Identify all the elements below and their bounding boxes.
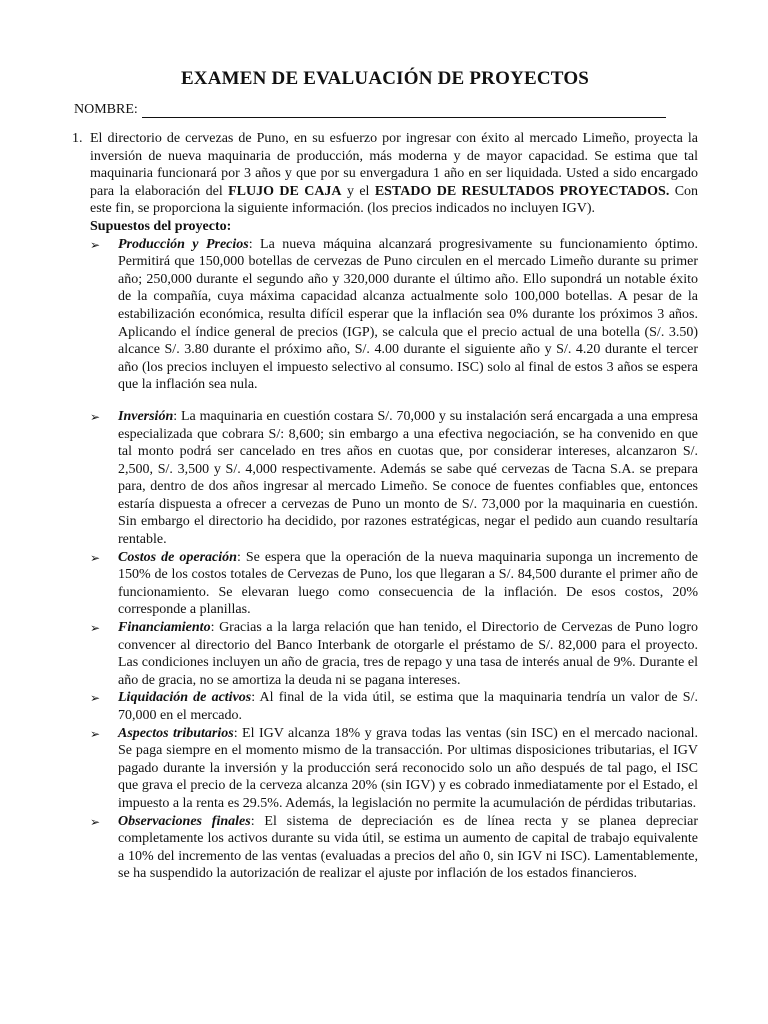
item-title: Producción y Precios xyxy=(118,236,249,252)
list-item xyxy=(90,689,698,724)
question-1 xyxy=(72,130,698,883)
intro-text-c: Con este fin, se proporciona la siguiente información. (los precios indicados no incluyen IGV). xyxy=(90,183,699,217)
item-title: Inversión xyxy=(118,408,174,424)
name-label: NOMBRE: xyxy=(74,102,138,117)
item-title: Aspectos tributarios xyxy=(118,725,234,741)
item-text: : La nueva máquina alcanzará progresivamente su funcionamiento óptimo. Permitirá que 150,000 botellas de cervezas de Puno circulen en el mercado Limeño durante su primer año; 250,000 durante el segundo año y 320,000 durante el último año. Ello supondrá un notable éxito de la compañía, cuya máxima capacidad alcanza actualmente solo 100,000 botellas. A pesar de la estabilización económica, resulta difícil esperar que la inflación sea 0% durante los próximos 3 años. Aplicando el índice general de precios (IGP), se calcula que el precio actual de una botella (S/. 3.50) alcance S/. 3.80 durante el próximo año, S/. 4.00 durante el siguiente año y S/. 4.20 durante el tercer año (los precios incluyen el impuesto selectivo al consumo. ISC) solo al final de estos 3 años se espera que la inflación sea nula. xyxy=(118,236,698,393)
name-blank-line xyxy=(142,105,666,118)
intro-text-b: y el xyxy=(346,183,370,199)
arrow-bullet-icon: ➢ xyxy=(90,814,101,829)
arrow-bullet-icon: ➢ xyxy=(90,409,101,424)
question-intro xyxy=(90,130,698,218)
item-text: : Se espera que la operación de la nueva maquinaria suponga un incremento de 150% de los costos totales de Cervezas de Puno, los que llegaran a S/. 84,500 durante el primer año de funcionamiento. Se elevaran luego como consecuencia de la inflación. De esos costos, 20% corresponde a planillas. xyxy=(118,549,699,618)
arrow-bullet-icon: ➢ xyxy=(90,691,101,706)
intro-estado-resultados: ESTADO DE RESULTADOS PROYECTADOS. xyxy=(374,183,670,199)
question-number: 1. xyxy=(72,131,83,146)
item-text: : Al final de la vida útil, se estima que la maquinaria tendría un valor de S/. 70,000 en el mercado. xyxy=(118,690,698,723)
list-item xyxy=(90,236,698,394)
supuestos-heading: Supuestos del proyecto: xyxy=(90,218,232,234)
list-item xyxy=(90,619,698,689)
arrow-bullet-icon: ➢ xyxy=(90,237,101,252)
item-text: : Gracias a la larga relación que han tenido, el Directorio de Cervezas de Puno logro convencer al directorio del Banco Interbank de otorgarle el préstamo de S/. 82,000 para el proyecto. Las condiciones incluyen un año de gracia, tres de repago y una tasa de interés anual de 9%. Durante el año de gracia, no se amortiza la deuda ni se pagana intereses. xyxy=(118,620,698,688)
question-body xyxy=(90,130,698,883)
item-text: : El IGV alcanza 18% y grava todas las ventas (sin ISC) en el mercado nacional. Se paga siempre en el momento mismo de la transacción. Por ultimas disposiciones tributarias, el IGV pagado durante la inversión y la producción será reconocido solo un año después de tal pago, el ISC que grava el precio de la cerveza alcanza 20% (sin IGV) y es cobrado inmediatamente por el Estado, el impuesto a la renta es 29.5%. Además, la legislación no permite la acumulación de pérdidas tributarias. xyxy=(118,725,698,811)
item-title: Financiamiento xyxy=(118,620,211,636)
arrow-bullet-icon: ➢ xyxy=(90,550,101,565)
intro-flujo-de-caja: FLUJO DE CAJA xyxy=(228,183,342,199)
list-item xyxy=(90,725,698,813)
item-text: : El sistema de depreciación es de línea recta y se planea depreciar completamente los activos durante su vida útil, se estima un aumento de capital de trabajo equivalente a 10% del incremento de las ventas (evaluadas a precios del año 0, sin IGV ni ISC). Lamentablemente, se ha suspendido la autorización de realizar el ajuste por inflación de los estados financieros. xyxy=(118,813,698,882)
document-title: EXAMEN DE EVALUACIÓN DE PROYECTOS xyxy=(180,68,590,89)
intro-text-a: El directorio de cervezas de Puno, en su esfuerzo por ingresar con éxito al mercado Limeño, proyecta la inversión de nueva maquinaria de producción, más moderna y de mayor capacidad. Se estima que tal maquinaria funcionará por 3 años y que por su envergadura 1 año en ser liquidada. Usted a sido encargado para la elaboración del xyxy=(90,131,698,199)
arrow-bullet-icon: ➢ xyxy=(90,726,101,741)
list-item xyxy=(90,813,698,883)
list-item xyxy=(90,408,698,549)
item-title: Observaciones finales xyxy=(118,813,251,829)
item-text: : La maquinaria en cuestión costara S/. 70,000 y su instalación será encargada a una empresa especializada que cobrara S/: 8,600; sin embargo a una efectiva negociación, se ha convenido en que tal monto podrá ser cancelado en tres años en cuotas que, por considerar intereses, alcanzaron S/. 2,500, S/. 3,500 y S/. 4,000 respectivamente. Además se sabe qué cervezas de Tacna S.A. se prepara para, dentro de dos años ingresar al mercado Limeño. Se conoce de fuentes confiables que, entonces estaría dispuesta a ofrecer a cervezas de Puno un monto de S/. 73,000 por la maquinaria en cuestión. Sin embargo el directorio ha decidido, por razones estratégicas, negar el pedido aun cuando resultaría rentable. xyxy=(118,408,698,548)
item-title: Costos de operación xyxy=(118,549,237,565)
supuestos-list xyxy=(90,236,698,883)
list-item xyxy=(90,549,698,619)
arrow-bullet-icon: ➢ xyxy=(90,621,101,636)
name-field-row xyxy=(74,102,698,118)
item-title: Liquidación de activos xyxy=(118,690,252,706)
